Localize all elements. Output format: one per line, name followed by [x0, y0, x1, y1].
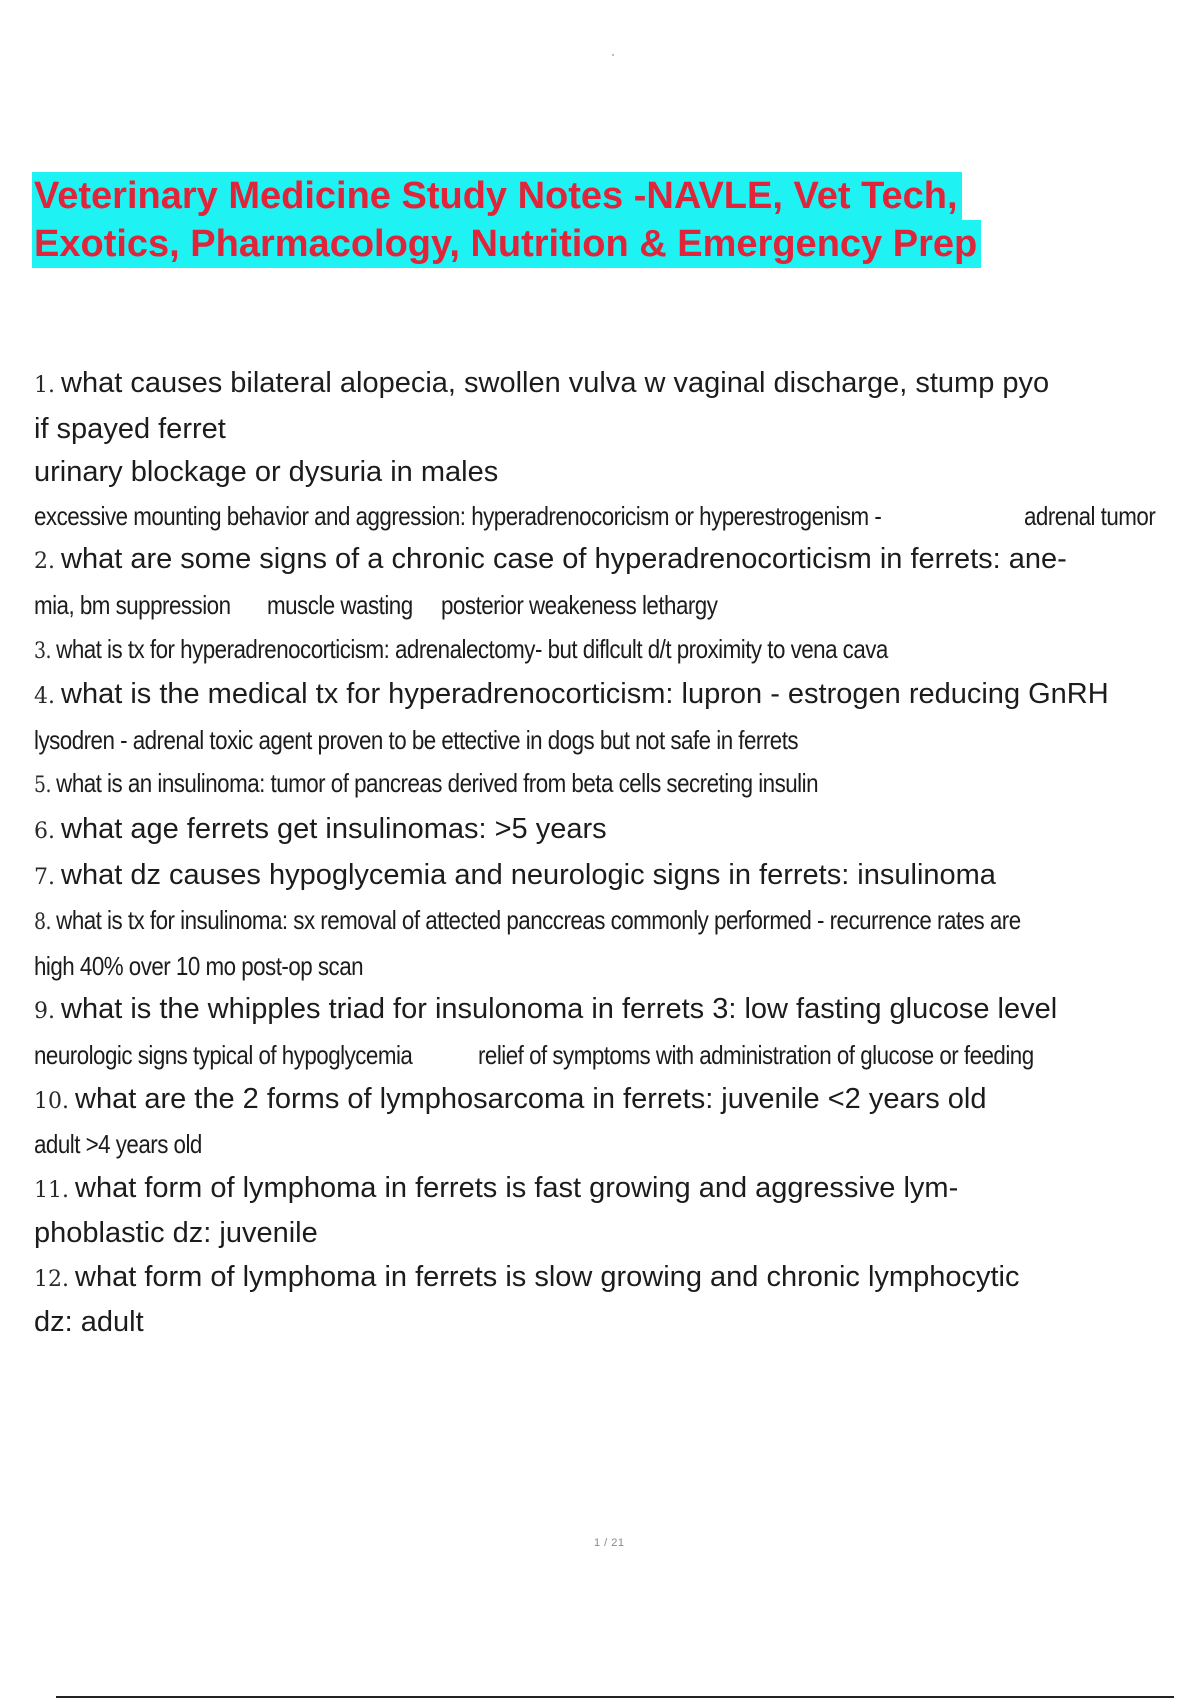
- note-text: posterior weakeness lethargy: [440, 589, 718, 620]
- note-number: 6.: [34, 818, 55, 844]
- note-text: what is the medical tx for hyperadrenocorticism: lupron - estrogen reducing GnRH: [61, 678, 1109, 711]
- note-text: urinary blockage or dysuria in males: [34, 456, 499, 489]
- note-line: [34, 1034, 412, 1078]
- scan-mark: [612, 54, 614, 56]
- note-line: [34, 1123, 202, 1167]
- title-line-1: Veterinary Medicine Study Notes -NAVLE, Vet Tech,: [32, 172, 962, 220]
- note-number: 11.: [34, 1177, 69, 1203]
- note-line: [34, 362, 1194, 408]
- note-line: [34, 854, 1194, 900]
- note-text: what is tx for insulinoma: sx removal of attected panccreas commonly performed - recurrence rates are: [56, 905, 1021, 936]
- note-line: [34, 719, 798, 763]
- note-text: what is tx for hyperadrenocorticism: adrenalectomy- but diflcult d/t proximity to vena cava: [56, 633, 888, 664]
- note-line: [34, 628, 888, 674]
- note-line: [478, 1034, 1034, 1078]
- note-number: 12.: [34, 1266, 69, 1292]
- note-line: [34, 945, 363, 989]
- note-line: [34, 1212, 1194, 1256]
- note-line: [34, 899, 1021, 945]
- note-text: what age ferrets get insulinomas: >5 years: [61, 812, 607, 845]
- note-text: dz: adult: [34, 1306, 144, 1339]
- note-line: [34, 988, 1194, 1034]
- document-title: [32, 172, 1132, 268]
- note-number: 3.: [34, 638, 52, 664]
- note-line: [34, 495, 881, 539]
- note-line: [34, 408, 1194, 452]
- note-text: excessive mounting behavior and aggression: hyperadrenocoricism or hyperestrogenism -: [34, 500, 882, 531]
- note-number: 7.: [34, 864, 55, 890]
- note-text: adrenal tumor: [1023, 500, 1155, 531]
- note-text: if spayed ferret: [34, 412, 226, 445]
- note-number: 1.: [34, 373, 55, 398]
- note-line: [34, 1078, 1194, 1124]
- study-notes-body: [34, 362, 1194, 1345]
- note-line: [34, 1301, 1194, 1345]
- note-text: what form of lymphoma in ferrets is slow growing and chronic lymphocytic: [75, 1260, 1020, 1293]
- note-text: what are the 2 forms of lymphosarcoma in ferrets: juvenile <2 years old: [75, 1082, 987, 1115]
- note-line: [34, 673, 1194, 719]
- note-text: what causes bilateral alopecia, swollen vulva w vaginal discharge, stump pyo: [61, 367, 1050, 399]
- note-text: mia, bm suppression: [34, 589, 231, 620]
- note-line: [34, 762, 818, 808]
- note-number: 2.: [34, 549, 55, 575]
- note-text: muscle wasting: [266, 589, 413, 620]
- note-text: relief of symptoms with administration of glucose or feeding: [478, 1039, 1035, 1070]
- note-line: [34, 584, 230, 628]
- note-text: what form of lymphoma in ferrets is fast growing and aggressive lym-: [75, 1171, 959, 1204]
- note-line: [267, 584, 413, 628]
- page-number: 1 / 21: [594, 1537, 625, 1549]
- note-text: what dz causes hypoglycemia and neurologic signs in ferrets: insulinoma: [61, 858, 996, 891]
- note-text: what are some signs of a chronic case of hyperadrenocorticism in ferrets: ane-: [61, 543, 1067, 576]
- note-line: [34, 1256, 1194, 1302]
- note-text: what is the whipples triad for insulonoma in ferrets 3: low fasting glucose level: [61, 993, 1058, 1026]
- note-number: 5.: [34, 773, 52, 799]
- note-text: phoblastic dz: juvenile: [34, 1217, 318, 1250]
- note-number: 9.: [34, 999, 55, 1025]
- note-line: [34, 451, 1194, 495]
- note-line: [34, 808, 1194, 854]
- note-number: 10.: [34, 1088, 69, 1114]
- footer-divider: [56, 1696, 1174, 1698]
- note-number: 4.: [34, 684, 55, 710]
- note-text: adult >4 years old: [34, 1129, 202, 1160]
- note-text: high 40% over 10 mo post-op scan: [34, 950, 364, 981]
- note-text: neurologic signs typical of hypoglycemia: [34, 1039, 413, 1070]
- note-line: [441, 584, 717, 628]
- note-number: 8.: [34, 910, 52, 936]
- note-text: lysodren - adrenal toxic agent proven to be ettective in dogs but not safe in ferrets: [34, 724, 799, 755]
- note-line: [1024, 495, 1155, 539]
- note-line: [34, 538, 1194, 584]
- title-line-2: Exotics, Pharmacology, Nutrition & Emergency Prep: [32, 220, 981, 268]
- note-text: what is an insulinoma: tumor of pancreas derived from beta cells secreting insulin: [56, 768, 818, 799]
- note-line: [34, 1167, 1194, 1213]
